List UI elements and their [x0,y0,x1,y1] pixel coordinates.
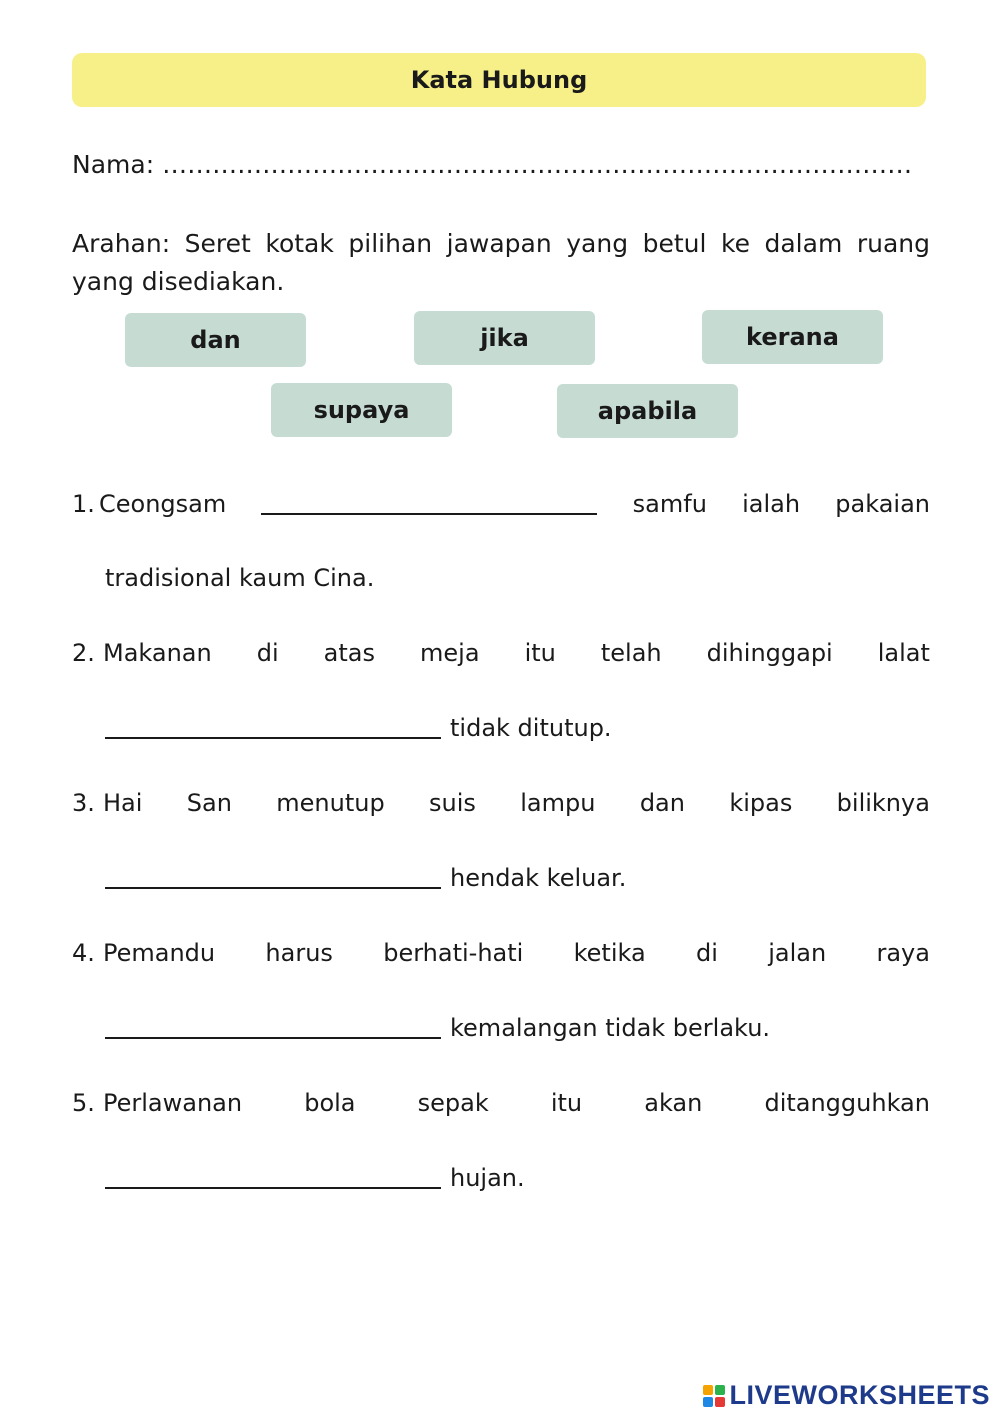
word: bola [304,1089,356,1117]
question-number: 4. [72,939,95,967]
word: ialah [742,490,801,518]
word: lampu [520,789,596,817]
question-4-continuation [72,1011,930,1045]
option-chip-apabila[interactable]: apabila [557,384,738,438]
brand-text: LIVEWORKSHEETS [729,1380,990,1410]
question-number: 3. [72,789,95,817]
word: kipas [729,789,793,817]
word: ketika [573,939,646,967]
word: meja [420,639,480,667]
word: Ceongsam [99,490,227,518]
word: samfu [632,490,707,518]
word: jalan [768,939,827,967]
word: ditangguhkan [764,1089,930,1117]
question-2-continuation [72,711,930,745]
word: kemalangan tidak berlaku. [450,1014,771,1042]
word: harus [265,939,333,967]
word: hujan. [450,1164,525,1192]
option-chip-dan[interactable]: dan [125,313,306,367]
word: di [256,639,279,667]
word: Hai [103,789,143,817]
answer-blank-2[interactable] [105,711,441,739]
option-chip-supaya[interactable]: supaya [271,383,452,437]
question-3 [72,786,930,820]
question-number: 5. [72,1089,95,1117]
word: hendak keluar. [450,864,627,892]
question-5-continuation [72,1161,930,1195]
word: biliknya [836,789,930,817]
word: telah [600,639,662,667]
option-chip-kerana[interactable]: kerana [702,310,883,364]
liveworksheets-icon [703,1385,725,1407]
answer-blank-5[interactable] [105,1161,441,1189]
word: dihinggapi [706,639,833,667]
question-1-continuation [72,561,930,595]
word: suis [429,789,476,817]
answer-blank-3[interactable] [105,861,441,889]
question-2 [72,636,930,670]
question-5 [72,1086,930,1120]
word: Perlawanan [103,1089,243,1117]
question-number: 1. [72,490,95,518]
word: di [696,939,718,967]
word: lalat [877,639,930,667]
word: berhati-hati [383,939,524,967]
page-title: Kata Hubung [72,53,926,107]
word: Pemandu [103,939,216,967]
answer-blank-1[interactable] [261,487,597,515]
word: akan [644,1089,703,1117]
word: atas [323,639,375,667]
question-3-continuation [72,861,930,895]
word: itu [524,639,556,667]
word: pakaian [835,490,930,518]
word: sepak [417,1089,489,1117]
word: San [186,789,232,817]
word: tradisional kaum Cina. [105,564,375,592]
option-chip-jika[interactable]: jika [414,311,595,365]
question-number: 2. [72,639,95,667]
word: itu [550,1089,583,1117]
question-1 [72,487,930,521]
word: menutup [276,789,385,817]
word: raya [876,939,930,967]
answer-blank-4[interactable] [105,1011,441,1039]
instruction-text: Arahan: Seret kotak pilihan jawapan yang betul ke dalam ruang yang disediakan. [72,229,930,296]
word: dan [639,789,685,817]
question-4 [72,936,930,970]
word: tidak ditutup. [450,714,612,742]
word: Makanan [103,639,212,667]
liveworksheets-logo [703,1380,990,1411]
name-field[interactable]: Nama: ……………………………………………………………………………… [72,150,913,179]
